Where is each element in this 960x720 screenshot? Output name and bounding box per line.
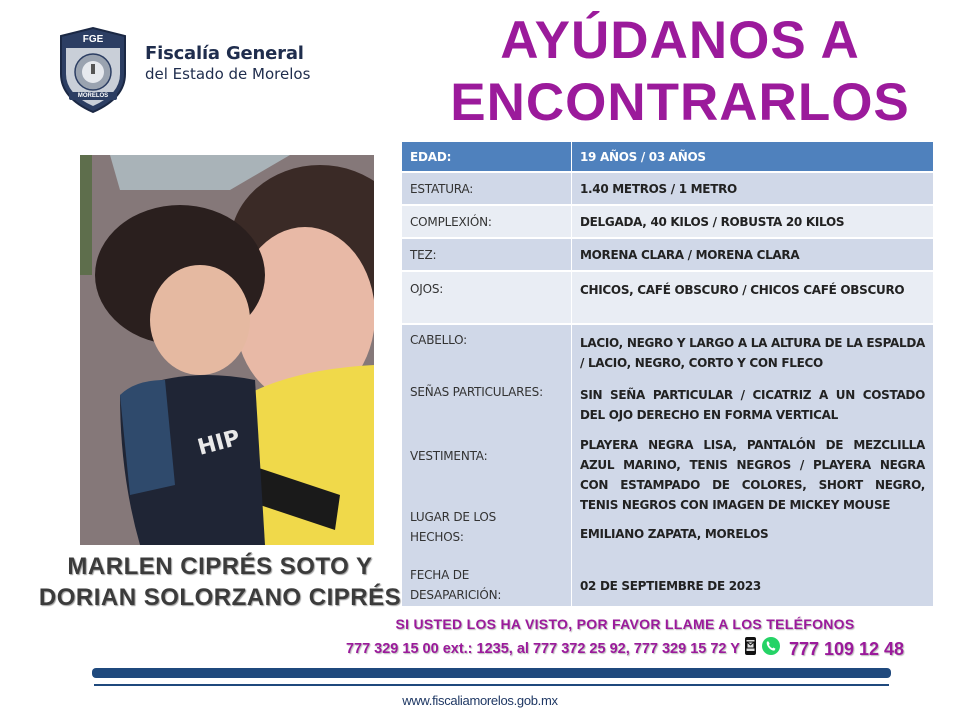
- whatsapp-icon: [761, 636, 781, 662]
- website-url: www.fiscaliamorelos.gob.mx: [402, 693, 558, 708]
- phone-numbers: 777 329 15 00 ext.: 1235, al 777 372 25 92, 777 329 15 72 Y: [345, 641, 740, 657]
- row-label: OJOS:: [402, 271, 572, 324]
- table-row: [402, 271, 934, 324]
- table-detail-row: [402, 324, 934, 606]
- row-value: DELGADA, 40 KILOS / ROBUSTA 20 KILOS: [572, 205, 934, 238]
- marks-label: SEÑAS PARTICULARES:: [410, 385, 543, 399]
- table-row: [402, 205, 934, 238]
- mobile-number: 777 109 12 48: [788, 639, 905, 659]
- table-row: [402, 172, 934, 205]
- svg-text:HIP: HIP: [195, 425, 243, 461]
- photo-illustration: [80, 155, 374, 545]
- logo-ribbon-text: MORELOS: [77, 93, 109, 99]
- description-table: [402, 142, 934, 606]
- cta-phone-line: [290, 636, 960, 662]
- headline-line2: ENCONTRARLOS: [450, 73, 910, 132]
- hair-label: CABELLO:: [410, 333, 468, 347]
- place-label: LUGAR DE LOS HECHOS:: [410, 510, 497, 544]
- age-label: EDAD:: [402, 142, 572, 172]
- date-label: FECHA DE DESAPARICIÓN:: [410, 568, 502, 602]
- row-value: CHICOS, CAFÉ OBSCURO / CHICOS CAFÉ OBSCURO: [572, 271, 934, 324]
- footer-bar: [92, 668, 891, 678]
- org-name-line2: del Estado de Morelos: [145, 65, 311, 83]
- cta-line1: SI USTED LOS HA VISTO, POR FAVOR LLAME A LOS TELÉFONOS: [395, 616, 855, 632]
- table-header-row: [402, 142, 934, 172]
- place-value: EMILIANO ZAPATA, MORELOS: [580, 527, 769, 541]
- table-row: [402, 238, 934, 271]
- footer-divider: [94, 684, 889, 686]
- missing-persons-names: [20, 551, 420, 613]
- row-value: MORENA CLARA / MORENA CLARA: [572, 238, 934, 271]
- headline: [400, 10, 960, 134]
- detail-labels: [402, 324, 572, 606]
- marks-value: SIN SEÑA PARTICULAR / CICATRIZ A UN COSTADO DEL OJO DERECHO EN FORMA VERTICAL: [580, 388, 925, 422]
- name-line1: MARLEN CIPRÉS SOTO Y: [67, 553, 373, 580]
- organization-name: [145, 44, 310, 84]
- missing-persons-photo: [80, 155, 374, 545]
- row-label: ESTATURA:: [402, 172, 572, 205]
- logo-badge-text: FGE: [82, 34, 104, 45]
- mobile-message-icon: [744, 636, 757, 662]
- call-to-action: [290, 614, 960, 662]
- hair-value: LACIO, NEGRO Y LARGO A LA ALTURA DE LA ESPALDA / LACIO, NEGRO, CORTO Y CON FLECO: [580, 336, 925, 370]
- clothing-value: PLAYERA NEGRA LISA, PANTALÓN DE MEZCLILLA AZUL MARINO, TENIS NEGROS / PLAYERA NEGRA CON ESTAMPADO DE COLORES, SHORT NEGRO, TENIS NEGROS CON IMAGEN DE MICKEY MOUSE: [580, 438, 925, 512]
- name-line2: DORIAN SOLORZANO CIPRÉS: [38, 584, 402, 611]
- row-label: TEZ:: [402, 238, 572, 271]
- row-label: COMPLEXIÓN:: [402, 205, 572, 238]
- org-name-line1: Fiscalía General: [145, 43, 304, 64]
- row-value: 1.40 METROS / 1 METRO: [572, 172, 934, 205]
- age-value: 19 AÑOS / 03 AÑOS: [572, 142, 934, 172]
- clothing-label: VESTIMENTA:: [410, 449, 488, 463]
- detail-values: [572, 324, 934, 606]
- fge-logo: [55, 26, 131, 114]
- date-value: 02 DE SEPTIEMBRE DE 2023: [580, 579, 761, 593]
- headline-line1: AYÚDANOS A: [500, 11, 860, 70]
